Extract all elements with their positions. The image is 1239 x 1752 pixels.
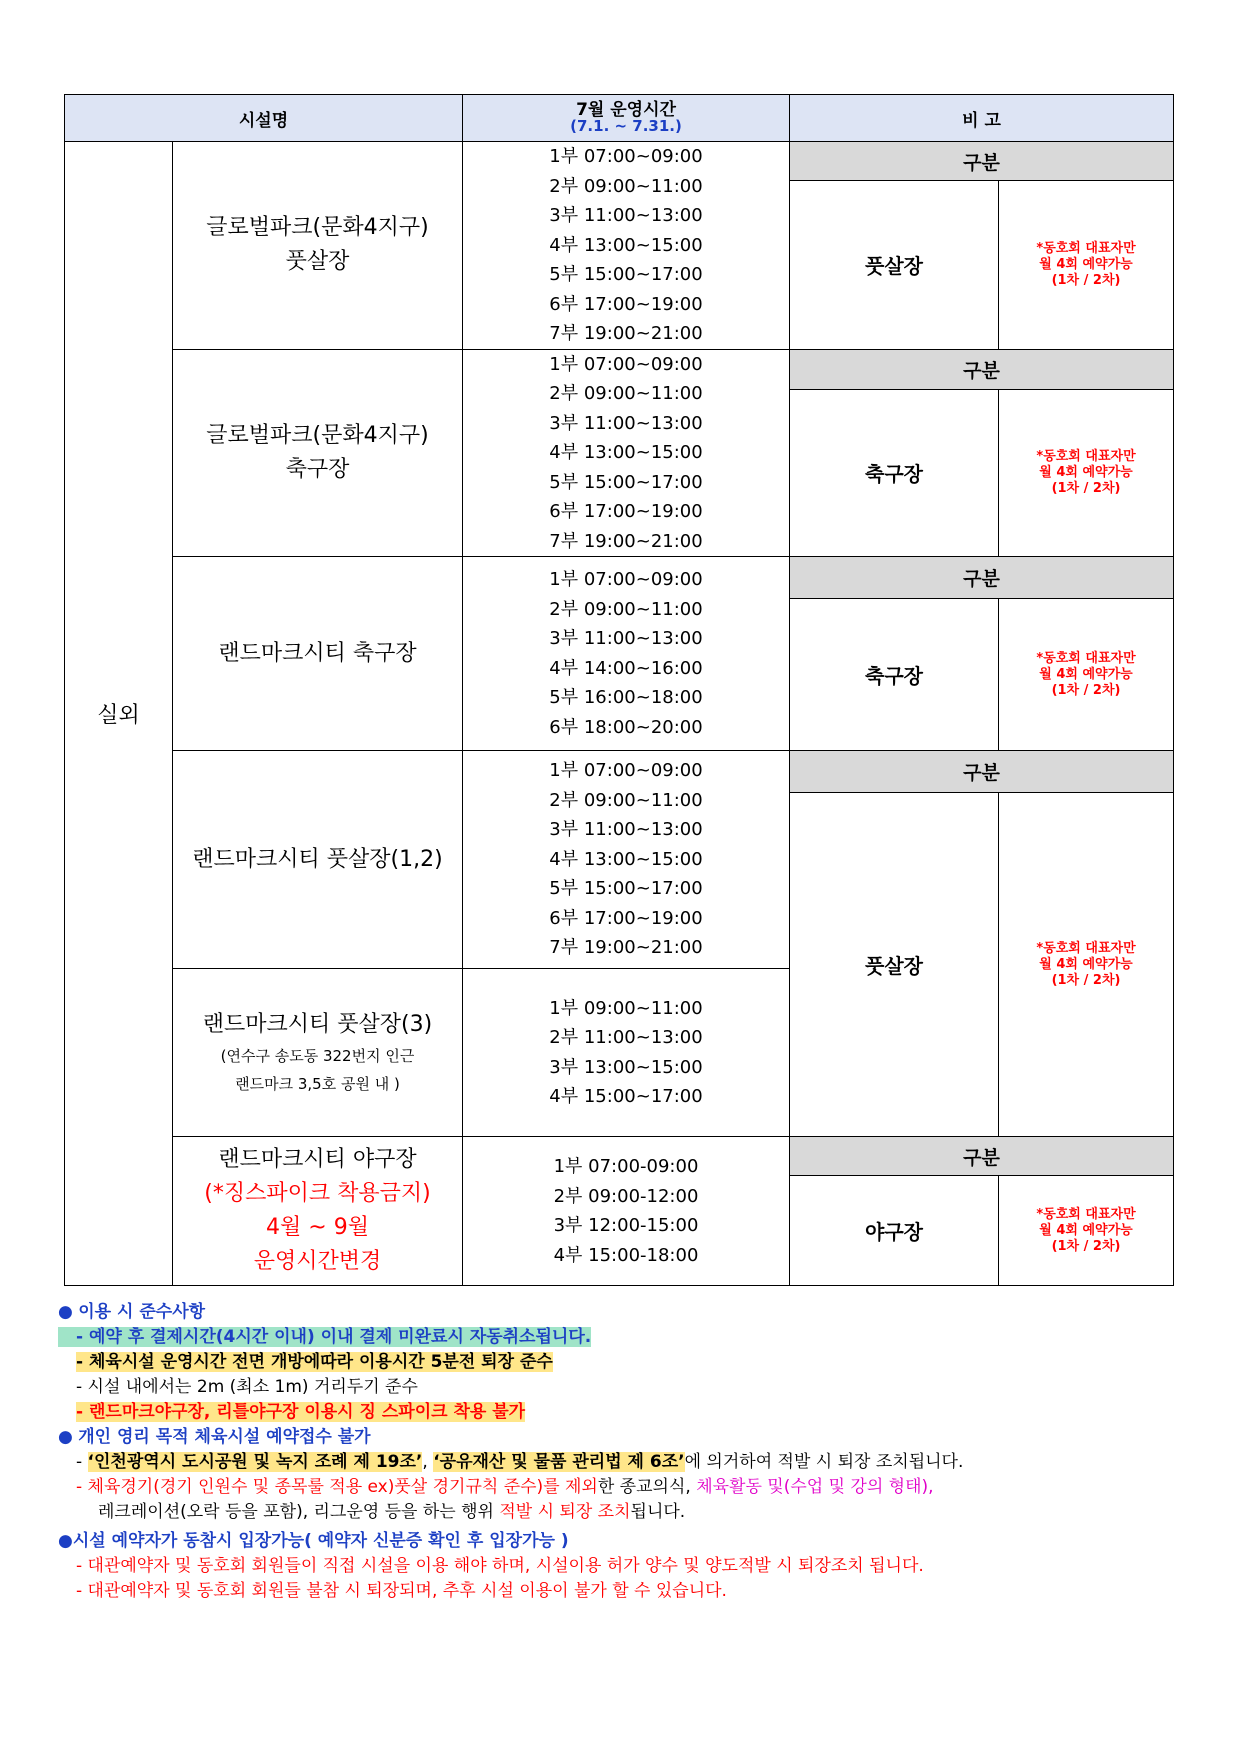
- time-slot: 4부 13:00~15:00: [549, 442, 703, 463]
- section-title-text: 개인 영리 목적 체육시설 예약접수 불가: [78, 1427, 371, 1447]
- remark-note-line: 월 4회 예약가능: [1039, 464, 1133, 480]
- section-title: [58, 1425, 1188, 1450]
- time-slots: [463, 349, 790, 557]
- facility-name: [173, 751, 463, 969]
- note-dash: -: [76, 1452, 88, 1472]
- time-slot: 4부 14:00~16:00: [549, 657, 703, 679]
- schedule-table-wrap: [64, 94, 1173, 1286]
- time-slots: [463, 969, 790, 1137]
- note-line: [58, 1450, 1188, 1475]
- note-text-highlight: - 랜드마크야구장, 리틀야구장 이용시 징 스파이크 착용 불가: [76, 1402, 526, 1422]
- time-slots: [463, 557, 790, 751]
- remark-note-line: *동호회 대표자만: [1036, 650, 1136, 666]
- note-text: 적발 시 퇴장 조치: [499, 1502, 631, 1522]
- time-slot: 3부 11:00~13:00: [549, 819, 703, 841]
- time-slot: 5부 16:00~18:00: [549, 687, 703, 708]
- note-line: [58, 1475, 1188, 1500]
- note-comma: ,: [422, 1452, 434, 1472]
- facility-name: [173, 1137, 463, 1286]
- note-line: - 시설 내에서는 2m (최소 1m) 거리두기 준수: [76, 1377, 418, 1397]
- time-slot: 3부 12:00-15:00: [553, 1215, 699, 1236]
- note-text-highlight: - 예약 후 결제시간(4시간 이내) 이내 결제 미완료시 자동취소됩니다.: [58, 1327, 591, 1347]
- facility-name: [173, 969, 463, 1137]
- note-text-highlight: - 체육시설 운영시간 전면 개방에따라 이용시간 5분전 퇴장 준수: [76, 1352, 553, 1372]
- time-slot: 1부 07:00-09:00: [553, 1156, 699, 1177]
- facility-address-line: 랜드마크 3,5호 공원 내 ): [235, 1074, 400, 1093]
- section-title-text: 이용 시 준수사항: [78, 1302, 206, 1322]
- remark-note-line: 월 4회 예약가능: [1039, 666, 1133, 682]
- time-slot: 3부 11:00~13:00: [549, 205, 703, 226]
- facility-warning-line: (*징스파이크 착용금지): [204, 1181, 431, 1206]
- note-line: - 대관예약자 및 동호회 회원들이 직접 시설을 이용 해야 하며, 시설이용 허가 양수 및 양도적발 시 퇴장조치 됩니다.: [76, 1556, 924, 1576]
- remark-note-line: (1차 / 2차): [1051, 480, 1121, 496]
- time-slot: 1부 09:00~11:00: [549, 997, 703, 1019]
- time-slot: 2부 09:00-12:00: [553, 1185, 699, 1207]
- note-text: 한 종교의식,: [597, 1477, 697, 1497]
- remark-note-line: *동호회 대표자만: [1036, 240, 1136, 256]
- note-text: - 체육경기(경기 인원수 및 종목룰 적용 ex)풋살 경기규칙 준수)를 제외: [76, 1477, 598, 1497]
- remark-note-line: (1차 / 2차): [1051, 1238, 1121, 1254]
- time-slot: 3부 11:00~13:00: [549, 628, 703, 649]
- time-slot: 4부 13:00~15:00: [549, 848, 703, 870]
- facility-name: [173, 557, 463, 751]
- note-text: 레크레이션(오락 등을 포함), 리그운영 등을 하는 행위: [98, 1502, 500, 1522]
- facility-warning-line: 운영시간변경: [253, 1249, 382, 1274]
- remark-note: [999, 793, 1174, 1137]
- section-title: [58, 1300, 1188, 1325]
- remark-note: [999, 181, 1174, 349]
- note-line: [58, 1350, 1188, 1375]
- time-slot: 5부 15:00~17:00: [549, 878, 703, 900]
- remark-note-line: *동호회 대표자만: [1036, 448, 1136, 464]
- time-slot: 2부 11:00~13:00: [549, 1027, 703, 1048]
- time-slot: 2부 09:00~11:00: [549, 383, 703, 404]
- remark-kind: 풋살장: [790, 181, 999, 349]
- facility-name-line: 랜드마크시티 야구장: [218, 1147, 417, 1172]
- bullet-icon: ●: [58, 1302, 73, 1322]
- remark-kind: 야구장: [790, 1176, 999, 1286]
- time-slot: 4부 13:00~15:00: [549, 234, 703, 256]
- time-slot: 1부 07:00~09:00: [549, 760, 703, 782]
- facility-name: [173, 142, 463, 350]
- time-slot: 6부 17:00~19:00: [549, 907, 703, 929]
- facility-name-line: 글로벌파크(문화4지구): [206, 215, 429, 241]
- time-slot: 1부 07:00~09:00: [549, 146, 703, 167]
- time-slot: 2부 09:00~11:00: [549, 789, 703, 811]
- remark-header: 구분: [790, 557, 1174, 599]
- time-slot: 6부 18:00~20:00: [549, 716, 703, 738]
- facility-name-line: 랜드마크시티 축구장: [218, 640, 417, 666]
- facility-name-line: 축구장: [285, 456, 350, 482]
- remark-note-line: (1차 / 2차): [1051, 972, 1121, 988]
- remark-note: [999, 599, 1174, 751]
- time-slot: 7부 19:00~21:00: [549, 937, 703, 959]
- remark-note: [999, 389, 1174, 556]
- remark-note: [999, 1176, 1174, 1286]
- time-slot: 4부 15:00-18:00: [553, 1244, 699, 1266]
- time-slot: 6부 17:00~19:00: [549, 501, 703, 522]
- remark-note-line: 월 4회 예약가능: [1039, 1222, 1133, 1238]
- facility-name: [173, 349, 463, 557]
- note-text: 에 의거하여 적발 시 퇴장 조치됩니다.: [684, 1452, 964, 1472]
- remark-note-line: (1차 / 2차): [1051, 682, 1121, 698]
- header-facility: 시설명: [65, 95, 463, 142]
- time-slot: 1부 07:00~09:00: [549, 353, 703, 375]
- header-row: [65, 95, 1174, 142]
- facility-name-line: 랜드마크시티 풋살장(3): [202, 1011, 433, 1037]
- remark-kind: 축구장: [790, 599, 999, 751]
- remark-header: 구분: [790, 142, 1174, 181]
- facility-warning-line: 4월 ~ 9월: [266, 1215, 369, 1240]
- note-line: [58, 1400, 1188, 1425]
- remark-header: 구분: [790, 1137, 1174, 1176]
- remark-note-line: *동호회 대표자만: [1036, 1206, 1136, 1222]
- time-slot: 7부 19:00~21:00: [549, 323, 703, 344]
- remark-kind: 풋살장: [790, 793, 999, 1137]
- facility-name-line: 풋살장: [285, 249, 350, 275]
- time-slots: [463, 1137, 790, 1286]
- time-slot: 6부 17:00~19:00: [549, 293, 703, 315]
- note-line: [58, 1325, 1188, 1350]
- header-hours-range: (7.1. ~ 7.31.): [570, 117, 682, 135]
- time-slot: 2부 09:00~11:00: [549, 175, 703, 197]
- category-outdoor: 실외: [65, 142, 173, 1286]
- time-slot: 5부 15:00~17:00: [549, 471, 703, 493]
- schedule-table: [64, 94, 1174, 1286]
- header-hours-title: 7월 운영시간: [576, 100, 676, 120]
- time-slot: 4부 15:00~17:00: [549, 1086, 703, 1107]
- remark-note-line: 월 4회 예약가능: [1039, 956, 1133, 972]
- note-text: 됩니다.: [630, 1502, 686, 1522]
- usage-notes: [58, 1300, 1188, 1604]
- time-slots: [463, 751, 790, 969]
- remark-note-line: 월 4회 예약가능: [1039, 256, 1133, 272]
- section-title: ●시설 예약자가 동참시 입장가능( 예약자 신분증 확인 후 입장가능 ): [58, 1531, 569, 1551]
- header-remarks: 비 고: [790, 95, 1174, 142]
- note-text: 체육활동 및(수업 및 강의 형태),: [696, 1477, 934, 1497]
- time-slot: 1부 07:00~09:00: [549, 569, 703, 590]
- remark-note-line: (1차 / 2차): [1051, 272, 1121, 288]
- facility-name-line: 글로벌파크(문화4지구): [206, 422, 429, 448]
- time-slot: 2부 09:00~11:00: [549, 598, 703, 620]
- header-hours: [463, 95, 790, 142]
- note-line: [58, 1500, 1188, 1525]
- time-slot: 3부 13:00~15:00: [549, 1056, 703, 1078]
- remark-note-line: *동호회 대표자만: [1036, 940, 1136, 956]
- time-slot: 7부 19:00~21:00: [549, 530, 703, 552]
- remark-kind: 축구장: [790, 389, 999, 556]
- time-slots: [463, 142, 790, 350]
- facility-name-line: 랜드마크시티 풋살장(1,2): [192, 846, 443, 872]
- remark-header: 구분: [790, 751, 1174, 793]
- note-line: - 대관예약자 및 동호회 회원들 불참 시 퇴장되며, 추후 시설 이용이 불가 할 수 있습니다.: [76, 1581, 727, 1601]
- time-slot: 3부 11:00~13:00: [549, 412, 703, 434]
- remark-header: 구분: [790, 349, 1174, 389]
- bullet-icon: ●: [58, 1427, 73, 1447]
- time-slot: 5부 15:00~17:00: [549, 264, 703, 285]
- note-law-ref: ‘인천광역시 도시공원 및 녹지 조례 제 19조’: [87, 1452, 423, 1472]
- facility-address-line: (연수구 송도동 322번지 인근: [220, 1046, 415, 1065]
- note-law-ref: ‘공유재산 및 물품 관리법 제 6조’: [433, 1452, 685, 1472]
